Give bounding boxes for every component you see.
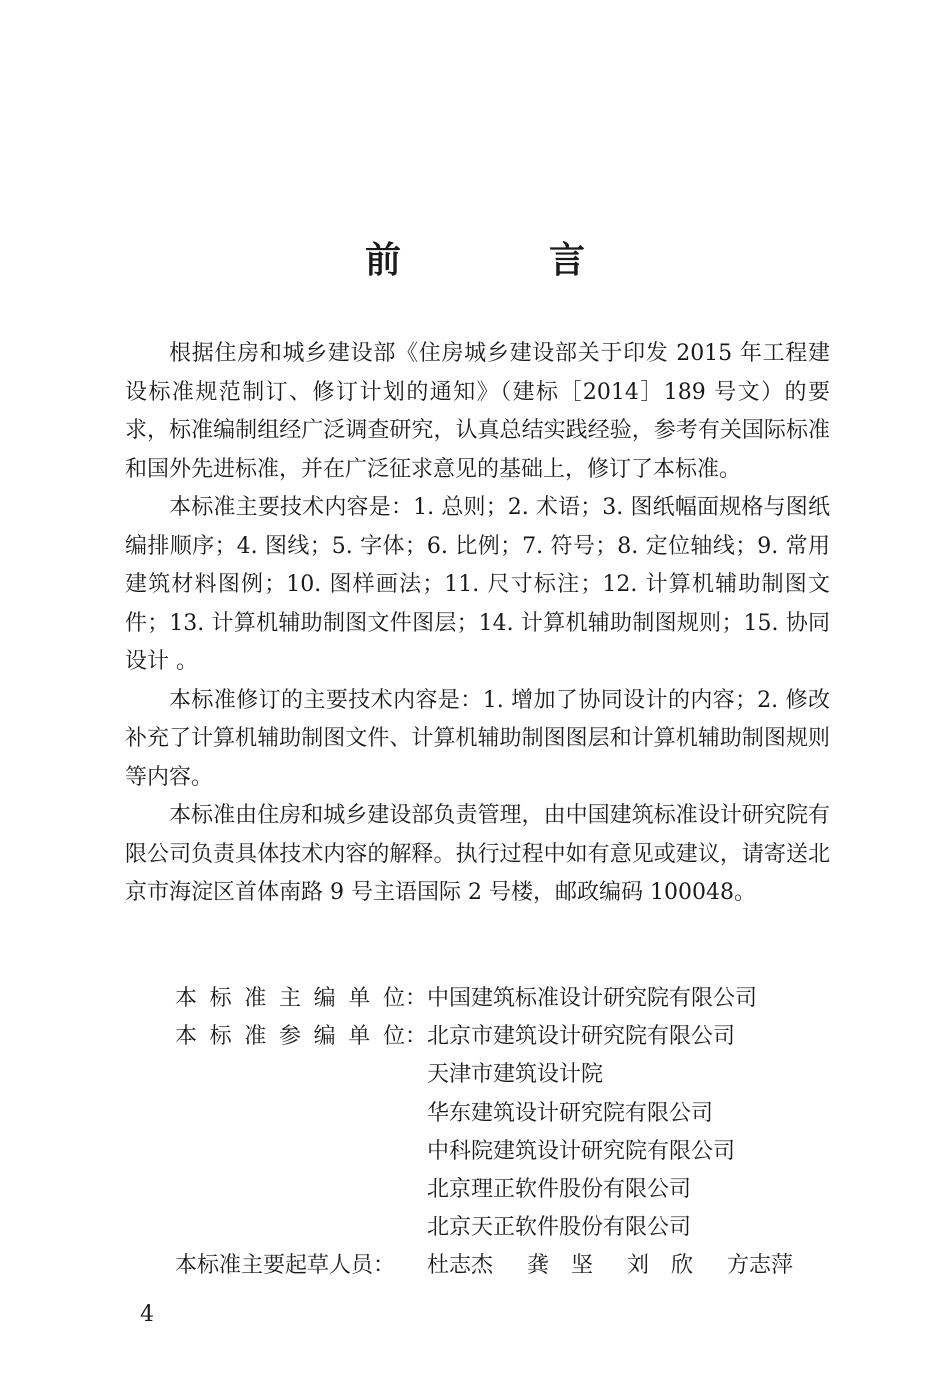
- paragraph-background: 根据住房和城乡建设部《住房城乡建设部关于印发 2015 年工程建设标准规范制订、修订计划的通知》（建标［2014］189 号文）的要求，标准编制组经广泛调查研究，认真总结实践经验，参考有关国际标准和国外先进标准，并在广泛征求意见的基础上，修订了本标准。: [125, 341, 830, 482]
- drafters-label: 本标准主要起草人员：: [175, 1253, 396, 1279]
- label-char: 编: [313, 1024, 336, 1050]
- editorial-roles: [175, 980, 793, 1286]
- participating-units-row: [175, 1018, 793, 1247]
- label-char: 参: [278, 1024, 301, 1050]
- paragraph-revision-contents: 本标准修订的主要技术内容是：1. 增加了协同设计的内容；2. 修改补充了计算机辅助制图文件、计算机辅助制图图层和计算机辅助制图规则等内容。: [125, 687, 830, 790]
- label-char: 编: [313, 986, 336, 1011]
- page-title: 前 言: [364, 240, 641, 281]
- drafter-name: 方志萍: [727, 1253, 794, 1279]
- participating-unit: 天津市建筑设计院: [427, 1062, 604, 1088]
- label-char: 本: [175, 1024, 198, 1050]
- label-char: 主: [278, 986, 301, 1011]
- chief-unit-label: [175, 980, 427, 1018]
- paragraph-management: 本标准由住房和城乡建设部负责管理，由中国建筑标准设计研究院有限公司负责具体技术内容的解释。执行过程中如有意见或建议，请寄送北京市海淀区首体南路 9 号主语国际 2 号楼，邮政编码 100048。: [125, 803, 830, 905]
- drafter-name: 杜志杰: [427, 1253, 494, 1279]
- participating-unit: 华东建筑设计研究院有限公司: [427, 1100, 714, 1126]
- drafter-name: 龚 坚: [527, 1253, 594, 1279]
- label-char: 准: [244, 1024, 267, 1050]
- drafters-row: [175, 1247, 793, 1285]
- label-char: 标: [209, 986, 232, 1011]
- label-char: 标: [209, 1024, 232, 1050]
- label-char: 单: [348, 1024, 371, 1050]
- participating-unit: 北京天正软件股份有限公司: [427, 1215, 692, 1241]
- chief-unit-row: [175, 980, 793, 1018]
- paragraph-main-contents: 本标准主要技术内容是：1. 总则；2. 术语；3. 图纸幅面规格与图纸编排顺序；4. 图线；5. 字体；6. 比例；7. 符号；8. 定位轴线；9. 常用建筑材料图例；10. 图样画法；11. 尺寸标注；12. 计算机辅助制图文件；13. 计算机辅助制图文件图层；14. 计算机辅助制图规则；15. 协同设计 。: [125, 495, 830, 674]
- foreword-body: [125, 335, 830, 913]
- participating-units-label: [175, 1018, 427, 1056]
- participating-unit: 中科院建筑设计研究院有限公司: [427, 1138, 736, 1164]
- label-char: 准: [244, 986, 267, 1011]
- chief-unit-name: 中国建筑标准设计研究院有限公司: [427, 986, 758, 1011]
- participating-unit: 北京市建筑设计研究院有限公司: [427, 1024, 736, 1050]
- participating-units-list: [427, 1018, 735, 1247]
- label-char: 本: [175, 986, 198, 1011]
- label-char: 单: [348, 986, 371, 1011]
- page-number: 4: [140, 1302, 154, 1327]
- label-char: 位：: [382, 1024, 427, 1050]
- chief-unit-values: [427, 980, 757, 1018]
- drafters-list: [427, 1247, 793, 1285]
- participating-unit: 北京理正软件股份有限公司: [427, 1177, 692, 1203]
- label-char: 位：: [382, 986, 427, 1011]
- drafter-name: 刘 欣: [627, 1253, 694, 1279]
